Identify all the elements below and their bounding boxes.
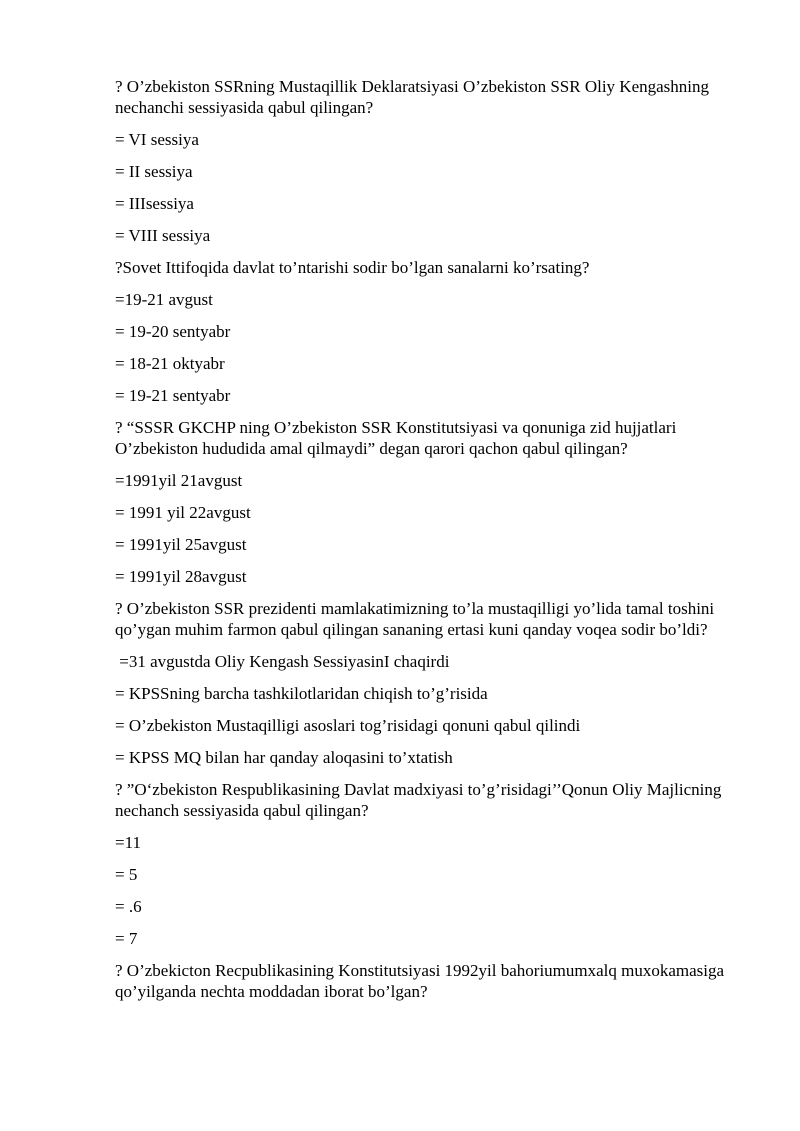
question-block-6 (115, 960, 735, 1002)
answer-option: = KPSS MQ bilan har qanday aloqasini to’xtatish (115, 748, 453, 767)
answer-option: =19-21 avgust (115, 290, 213, 309)
answer-option: =1991yil 21avgust (115, 471, 243, 490)
question-block-5 (115, 779, 735, 949)
question-block-1 (115, 76, 735, 246)
question-text: ?Sovet Ittifoqida davlat to’ntarishi sodir bo’lgan sanalarni ko’rsating? (115, 258, 590, 277)
question-block-4 (115, 598, 735, 768)
answer-option: = 18-21 oktyabr (115, 354, 225, 373)
answer-option: = 19-20 sentyabr (115, 322, 231, 341)
question-text: ? O’zbekiston SSR prezidenti mamlakatimizning to’la mustaqilligi yo’lida tamal toshini qo’ygan muhim farmon qabul qilingan sananing ertasi kuni qanday voqea sodir bo’ldi? (115, 599, 715, 639)
answer-option: = IIIsessiya (115, 194, 194, 213)
question-block-3 (115, 417, 735, 587)
answer-option: =11 (115, 833, 141, 852)
question-block-2 (115, 257, 735, 406)
answer-option: = .6 (115, 897, 142, 916)
answer-option: = 1991yil 25avgust (115, 535, 247, 554)
answer-option: = KPSSning barcha tashkilotlaridan chiqish to’g’risida (115, 684, 488, 703)
answer-option: = II sessiya (115, 162, 193, 181)
answer-option: = VI sessiya (115, 130, 199, 149)
answer-option: = 7 (115, 929, 138, 948)
answer-option: = 5 (115, 865, 138, 884)
question-text: ? “SSSR GKCHP ning O’zbekiston SSR Konstitutsiyasi va qonuniga zid hujjatlari O’zbekiston hududida amal qilmaydi” degan qarori qachon qabul qilingan? (115, 418, 677, 458)
answer-option: = O’zbekiston Mustaqilligi asoslari tog’risidagi qonuni qabul qilindi (115, 716, 581, 735)
answer-option: = 1991 yil 22avgust (115, 503, 251, 522)
answer-option: = VIII sessiya (115, 226, 211, 245)
question-text: ? O’zbekicton Recpublikasining Konstitutsiyasi 1992yil bahoriumumxalq muxokamasiga qo’yilganda nechta moddadan iborat bo’lgan? (115, 961, 725, 1001)
question-text: ? O’zbekiston SSRning Mustaqillik Deklaratsiyasi O’zbekiston SSR Oliy Kengashning nechanchi sessiyasida qabul qilingan? (115, 77, 710, 117)
document-page (115, 76, 735, 1013)
question-text: ? ”O‘zbekiston Respublikasining Davlat madxiyasi to’g’risidagi’’Qonun Oliy Majlicning nechanch sessiyasida qabul qilingan? (115, 780, 722, 820)
answer-option: = 19-21 sentyabr (115, 386, 231, 405)
answer-option: = 1991yil 28avgust (115, 567, 247, 586)
answer-option: =31 avgustda Oliy Kengash SessiyasinI chaqirdi (115, 652, 450, 671)
